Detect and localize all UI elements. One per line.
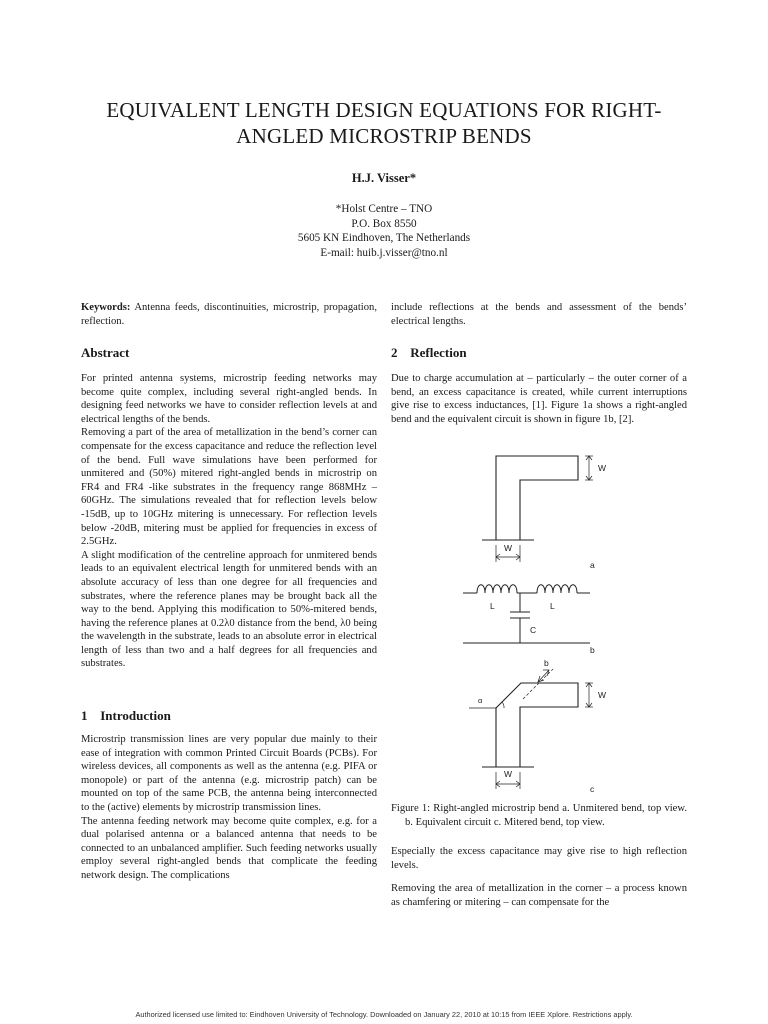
subfigure-label-a: a	[590, 560, 595, 570]
keywords-block	[81, 301, 377, 328]
intro-continuation-paragraph: include reflections at the bends and assessment of the bends’ electrical lengths.	[391, 302, 687, 327]
keywords-text: Antenna feeds, discontinuities, microstrip, propagation, reflection.	[81, 302, 377, 327]
label-c: C	[530, 625, 537, 635]
label-w: W	[598, 463, 607, 473]
reflection-body	[391, 372, 687, 426]
abstract-paragraph: Removing a part of the area of metallization in the bend’s corner can compensate for the excess capacitance and reduce the reflection level of the bend. Full wave simulations have been performed for unmitered and (50%) mitered right-angled bends in microstrip on FR4 and FR4 -like substrates in the frequency range 868MHz – 60GHz. The simulations revealed that for reflection levels below -15dB, up to 10GHz mitering is unnecessary. For reflection levels below -20dB, mitering must be applied for frequencies in excess of 2.5GHz.	[81, 427, 377, 548]
paper-title-line-2: ANGLED MICROSTRIP BENDS	[236, 124, 532, 148]
label-w: W	[504, 769, 513, 779]
miter-dashed-line	[523, 669, 553, 699]
label-l: L	[550, 601, 555, 611]
affiliation-line: 5605 KN Eindhoven, The Netherlands	[297, 232, 471, 245]
figure-1	[391, 446, 701, 802]
figure-1-drawing	[391, 446, 701, 802]
after-figure-text	[391, 845, 687, 909]
abstract-body	[81, 372, 377, 671]
keywords-label: Keywords:	[81, 302, 131, 313]
intro-body	[81, 733, 377, 883]
inductor-right	[537, 585, 577, 593]
label-w: W	[598, 690, 607, 700]
paper-title-line-1: EQUIVALENT LENGTH DESIGN EQUATIONS FOR RIGHT-	[106, 98, 662, 122]
bend-outline	[496, 456, 578, 540]
dim-w-right-a	[585, 456, 593, 480]
intro-continuation	[391, 301, 687, 328]
ieee-footer: Authorized licensed use limited to: Eindhoven University of Technology. Downloaded on January 22, 2010 at 10:15 from IEEE Xplore. Restrictions apply.	[135, 1010, 633, 1019]
figure-1-caption: Figure 1: Right-angled microstrip bend a. Unmitered bend, top view. b. Equivalent circuit c. Mitered bend, top view.	[391, 803, 687, 828]
label-b: b	[544, 658, 549, 668]
intro-heading-text: Introduction	[100, 708, 171, 723]
mitered-bend-outline	[496, 683, 578, 767]
equivalent-circuit	[463, 585, 590, 643]
label-w: W	[504, 543, 513, 553]
label-l: L	[490, 601, 495, 611]
paper-title	[60, 97, 708, 149]
intro-paragraph: Microstrip transmission lines are very popular due mainly to their ease of integration with common Printed Circuit Boards (PCBs). For wireless devices, all components as well as the antenna (e.g. PIFA or monopole) or part of the antenna (e.g. microstrip patch) can be mounted on top of the same PCB, the antenna being interconnected to the (active) elements by microstrip transmission lines.	[81, 734, 377, 813]
unmitered-bend	[482, 456, 578, 540]
dim-w-right-c	[585, 683, 593, 707]
after-figure-paragraph: Removing the area of metallization in the corner – a process known as chamfering or mitering – can compensate for the	[391, 883, 687, 908]
abstract-paragraph: For printed antenna systems, microstrip feeding networks may become quite complex, including several right-angled bends. In designing feed networks we have to consider reflection levels at and electrical lengths of the bends.	[81, 373, 377, 425]
reflection-paragraph: Due to charge accumulation at – particularly – the outer corner of a bend, an excess capacitance is created, while current interruptions give rise to excess inductances, [1]. Figure 1a shows a right-angled bend and the equivalent circuit is shown in figure 1b, [2].	[391, 373, 687, 425]
author-name: H.J. Visser*	[351, 171, 417, 185]
mitered-bend	[469, 683, 578, 767]
inductor-left	[477, 585, 517, 593]
reflection-section-number: 2	[391, 345, 398, 360]
keywords-paragraph	[81, 301, 377, 328]
author-email: E-mail: huib.j.visser@tno.nl	[320, 246, 448, 259]
intro-paragraph: The antenna feeding network may become quite complex, e.g. for a dual polarised antenna or a balanced antenna that needs to be connected to an unbalanced amplifier. Such feeding networks usually employ several right-angled bends that complicate the feeding network design. The complications	[81, 815, 377, 881]
figure-1-caption-block	[391, 802, 687, 829]
abstract-heading: Abstract	[81, 345, 130, 360]
intro-section-number: 1	[81, 708, 88, 723]
dim-b-miter	[523, 669, 553, 699]
abstract-paragraph: A slight modification of the centreline approach for unmitered bends leads to an equivalent electrical length for unmitered bends with an absolute accuracy of less than one degree for all frequencies and substrates, where the reference planes may be brought back all the way to the bend. Applying this modification to 50%-mitered bends, having the reference planes at 0.2λ0 distance from the bend, λ0 being the wavelength in the substrate, leads to an absolute error in electrical length of less than two and a half degrees for all frequencies and substrates.	[81, 549, 377, 670]
angle-arc	[502, 702, 504, 708]
intro-heading	[81, 708, 171, 724]
label-alpha: α	[478, 696, 483, 705]
affiliation-line: P.O. Box 8550	[351, 217, 417, 230]
affiliation-line: *Holst Centre – TNO	[335, 203, 433, 215]
subfigure-label-c: c	[590, 784, 595, 794]
affiliation-block	[0, 202, 768, 260]
reflection-heading	[391, 345, 467, 361]
reflection-heading-text: Reflection	[410, 345, 467, 360]
subfigure-label-b: b	[590, 645, 595, 655]
after-figure-paragraph: Especially the excess capacitance may give rise to high reflection levels.	[391, 846, 687, 871]
